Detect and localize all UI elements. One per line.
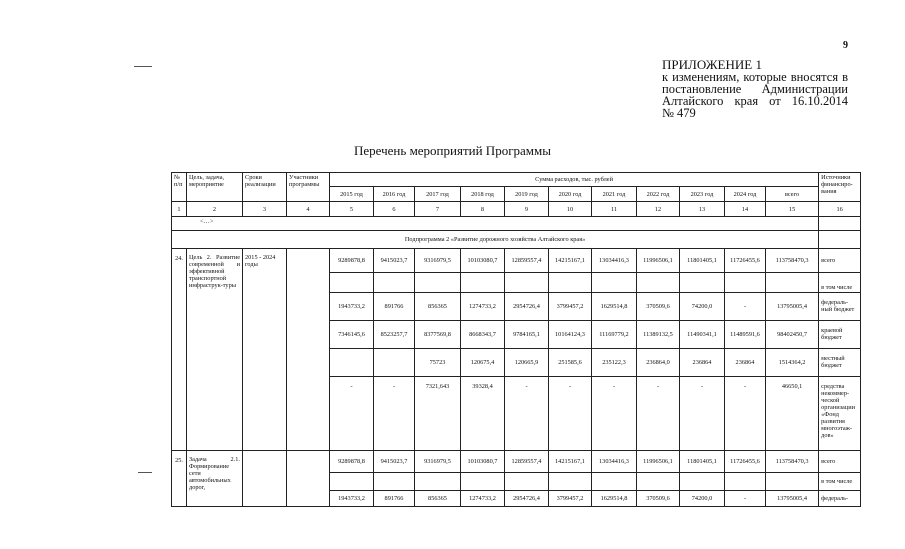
value-cell: 46650,1 [766,377,819,451]
source-cell: средства некоммер-ческой организации «Фонд развития многоэтаж-дов» [819,377,861,451]
measures-table [171,172,861,507]
value-cell: 891766 [374,293,415,321]
page-number: 9 [843,40,848,51]
value-cell: 11996506,1 [637,451,680,473]
year-header: 2023 год [680,187,725,202]
value-cell: 8668343,7 [461,321,505,349]
column-index: 14 [725,202,766,217]
column-index: 9 [505,202,549,217]
ellipsis-row [172,217,819,231]
row-participants [287,249,330,451]
value-cell: - [637,377,680,451]
value-cell: 10103080,7 [461,249,505,273]
value-cell: 9415023,7 [374,451,415,473]
value-cell [592,473,637,491]
value-cell: - [549,377,592,451]
value-cell: 113758470,3 [766,451,819,473]
value-cell [766,473,819,491]
value-cell: 236864,0 [637,349,680,377]
column-index: 1 [172,202,187,217]
value-cell: 11389132,5 [637,321,680,349]
year-header: 2018 год [461,187,505,202]
value-cell: 370509,6 [637,293,680,321]
value-cell: 12859557,4 [505,249,549,273]
column-index: 8 [461,202,505,217]
value-cell: - [725,377,766,451]
source-cell: в том числе [819,273,861,293]
value-cell: 13795005,4 [766,491,819,507]
year-header: 2017 год [415,187,461,202]
row-number: 25. [172,451,187,507]
appendix-title: ПРИЛОЖЕНИЕ 1 [662,57,762,72]
value-cell: 11726455,6 [725,249,766,273]
value-cell: 3799457,2 [549,491,592,507]
value-cell: 113758470,3 [766,249,819,273]
value-cell: 7346145,6 [330,321,374,349]
value-cell: 75723 [415,349,461,377]
value-cell: 14215167,1 [549,249,592,273]
value-cell: 1629514,8 [592,491,637,507]
value-cell [766,273,819,293]
value-cell: 11169779,2 [592,321,637,349]
source-cell: всего [819,249,861,273]
source-cell: федераль- [819,491,861,507]
source-cell: федераль-ный бюджет [819,293,861,321]
value-cell: 14215167,1 [549,451,592,473]
value-cell [680,273,725,293]
column-index: 16 [819,202,861,217]
year-header: 2020 год [549,187,592,202]
value-cell: 10164124,3 [549,321,592,349]
value-cell [725,473,766,491]
source-cell: местный бюджет [819,349,861,377]
column-index: 11 [592,202,637,217]
value-cell: 2954726,4 [505,491,549,507]
value-cell: 11801405,1 [680,451,725,473]
value-cell [374,273,415,293]
column-index: 3 [243,202,287,217]
value-cell [549,473,592,491]
column-index-row [172,202,861,217]
value-cell [415,473,461,491]
value-cell: 1514364,2 [766,349,819,377]
value-cell [330,473,374,491]
value-cell: 11996506,1 [637,249,680,273]
value-cell: 856365 [415,293,461,321]
value-cell: 251585,6 [549,349,592,377]
year-header: 2024 год [725,187,766,202]
value-cell [374,473,415,491]
value-cell [330,349,374,377]
value-cell: - [374,377,415,451]
value-cell: 11801405,1 [680,249,725,273]
appendix-line: постановление Администрации [662,82,848,96]
year-header: 2015 год [330,187,374,202]
value-cell: 9784165,1 [505,321,549,349]
value-cell: 9415023,7 [374,249,415,273]
value-cell [461,273,505,293]
appendix-header [662,59,848,119]
value-cell: 12859557,4 [505,451,549,473]
value-cell [592,273,637,293]
table-row [172,451,861,473]
value-cell: 8523257,7 [374,321,415,349]
header-participants: Участники программы [287,173,330,202]
header-sources: Источники финансиро-вания [819,173,861,202]
header-expenses: Сумма расходов, тыс. рублей [330,173,819,187]
value-cell: 9316979,5 [415,249,461,273]
column-index: 10 [549,202,592,217]
row-deadline [243,451,287,507]
value-cell [725,273,766,293]
column-index: 5 [330,202,374,217]
value-cell: 370509,6 [637,491,680,507]
row-goal: Цель 2. Развитие современной и эффективной транспортной инфраструк-туры [187,249,243,451]
value-cell: 120665,9 [505,349,549,377]
appendix-line: Алтайского края от 16.10.2014 [662,94,848,108]
value-cell: 235122,3 [592,349,637,377]
value-cell: - [725,293,766,321]
value-cell: 39328,4 [461,377,505,451]
value-cell: - [505,377,549,451]
value-cell: 13795005,4 [766,293,819,321]
column-index: 2 [187,202,243,217]
value-cell: - [725,491,766,507]
value-cell [505,273,549,293]
value-cell: 236864 [680,349,725,377]
column-index: 15 [766,202,819,217]
row-number: 24. [172,249,187,451]
column-index: 4 [287,202,330,217]
value-cell: 9289878,8 [330,249,374,273]
header-num: № п/п [172,173,187,202]
value-cell: 13034416,3 [592,451,637,473]
value-cell [415,273,461,293]
value-cell [637,473,680,491]
margin-mark [134,66,152,67]
value-cell: 9316979,5 [415,451,461,473]
value-cell: 9289878,8 [330,451,374,473]
value-cell: 856365 [415,491,461,507]
appendix-line: к изменениям, которые вносятся в [662,70,848,84]
value-cell: 236864 [725,349,766,377]
value-cell [461,473,505,491]
value-cell [330,273,374,293]
source-cell: всего [819,451,861,473]
appendix-line: № 479 [662,106,696,120]
row-goal: Задача 2.1. Формирование сети автомобильных дорог, [187,451,243,507]
header-deadline: Сроки реализации [243,173,287,202]
value-cell: 1629514,8 [592,293,637,321]
header-goal: Цель, задача, мероприятие [187,173,243,202]
value-cell [505,473,549,491]
value-cell: 11489591,6 [725,321,766,349]
value-cell: 98402450,7 [766,321,819,349]
value-cell: 1943733,2 [330,293,374,321]
column-index: 6 [374,202,415,217]
value-cell: 8377569,8 [415,321,461,349]
row-participants [287,451,330,507]
value-cell: 3799457,2 [549,293,592,321]
value-cell: 74200,0 [680,293,725,321]
year-header: 2016 год [374,187,415,202]
value-cell [549,273,592,293]
year-header: 2022 год [637,187,680,202]
value-cell: 13034416,3 [592,249,637,273]
value-cell [374,349,415,377]
margin-mark [138,472,152,473]
value-cell [637,273,680,293]
source-cell: краевой бюджет [819,321,861,349]
column-index: 13 [680,202,725,217]
value-cell: 120675,4 [461,349,505,377]
value-cell: 1274733,2 [461,293,505,321]
document-title: Перечень мероприятий Программы [354,143,551,158]
value-cell: 7321,643 [415,377,461,451]
value-cell: 1274733,2 [461,491,505,507]
value-cell: - [330,377,374,451]
value-cell: 11726455,6 [725,451,766,473]
value-cell: 1943733,2 [330,491,374,507]
value-cell: 10103080,7 [461,451,505,473]
subprogram-title: Подпрограмма 2 «Развитие дорожного хозяйства Алтайского края» [172,231,819,249]
value-cell: 11490341,1 [680,321,725,349]
value-cell: - [680,377,725,451]
column-index: 7 [415,202,461,217]
value-cell: 891766 [374,491,415,507]
column-index: 12 [637,202,680,217]
source-cell: в том числе [819,473,861,491]
value-cell: 74200,0 [680,491,725,507]
table-row [172,249,861,273]
year-header: 2021 год [592,187,637,202]
value-cell: 2954726,4 [505,293,549,321]
value-cell [680,473,725,491]
row-deadline: 2015 - 2024 годы [243,249,287,451]
ellipsis: <…> [200,218,214,225]
value-cell: - [592,377,637,451]
year-header: всего [766,187,819,202]
year-header: 2019 год [505,187,549,202]
